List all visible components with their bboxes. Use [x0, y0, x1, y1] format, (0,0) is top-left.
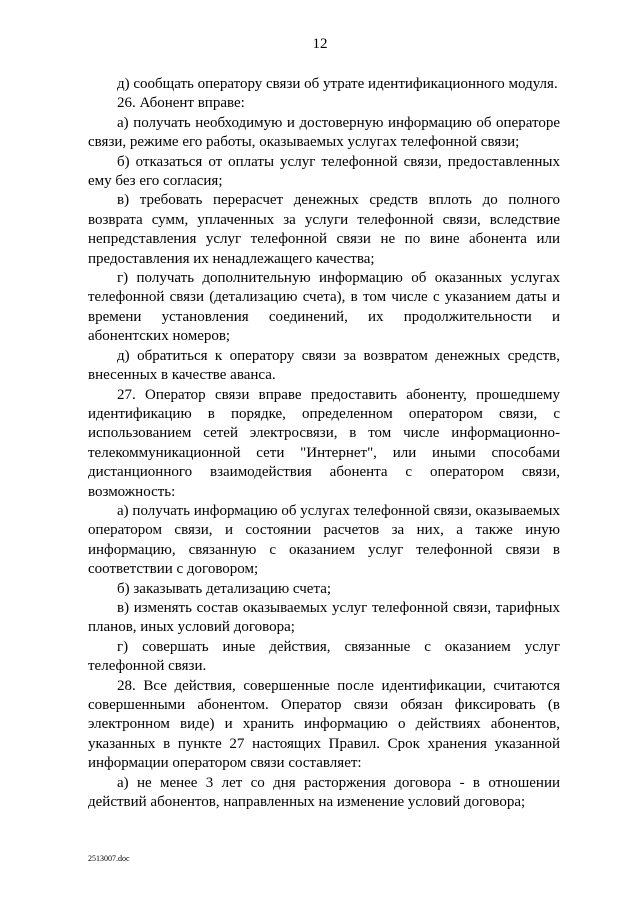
- paragraph-26a: а) получать необходимую и достоверную информацию об операторе связи, режиме его работы, оказываемых услугах телефонной связи;: [88, 114, 560, 151]
- paragraph-28: 28. Все действия, совершенные после идентификации, считаются совершенными абонентом. Оператор связи обязан фиксировать (в электронном виде) и хранить информацию о действиях абонентов, указанных в пункте 27 настоящих Правил. Срок хранения указанной информации оператором связи составляет:: [88, 677, 560, 772]
- paragraph-27: 27. Оператор связи вправе предоставить абоненту, прошедшему идентификацию в порядке, определенном оператором связи, с использованием сетей электросвязи, в том числе информационно-телекоммуникационной сети "Интернет", или иными способами дистанционного взаимодействия абонента с оператором связи, возможность:: [88, 386, 560, 500]
- paragraph-26b: б) отказаться от оплаты услуг телефонной связи, предоставленных ему без его согласия;: [88, 153, 560, 190]
- paragraph-27v: в) изменять состав оказываемых услуг телефонной связи, тарифных планов, иных условий договора;: [88, 599, 560, 636]
- paragraph-26d: д) обратиться к оператору связи за возвратом денежных средств, внесенных в качестве аванса.: [88, 347, 560, 384]
- paragraph-26v: в) требовать перерасчет денежных средств вплоть до полного возврата сумм, уплаченных за услуги телефонной связи, вследствие непредставления услуг телефонной связи не по вине абонента или предоставления их ненадлежащего качества;: [88, 192, 560, 267]
- document-body: [88, 75, 560, 812]
- paragraph-27b: б) заказывать детализацию счета;: [117, 580, 332, 597]
- page-number: 12: [312, 36, 328, 52]
- paragraph-26d-intro: д) сообщать оператору связи об утрате идентификационного модуля.: [117, 76, 558, 92]
- paragraph-26-heading: 26. Абонент вправе:: [117, 95, 245, 112]
- paragraph-27a: а) получать информацию об услугах телефонной связи, оказываемых оператором связи, и состоянии расчетов за них, а также иную информацию, связанную с оказанием услуг телефонной связи в соответствии с договором;: [88, 502, 560, 578]
- file-name-footer: 2513007.doc: [88, 854, 130, 863]
- paragraph-27g: г) совершать иные действия, связанные с оказанием услуг телефонной связи.: [88, 638, 560, 675]
- paragraph-26g: г) получать дополнительную информацию об оказанных услугах телефонной связи (детализацию счета), в том числе с указанием даты и времени установления соединений, их продолжительности и абонентских номеров;: [88, 270, 560, 345]
- paragraph-28a: а) не менее 3 лет со дня расторжения договора - в отношении действий абонентов, направленных на изменение условий договора;: [88, 774, 560, 811]
